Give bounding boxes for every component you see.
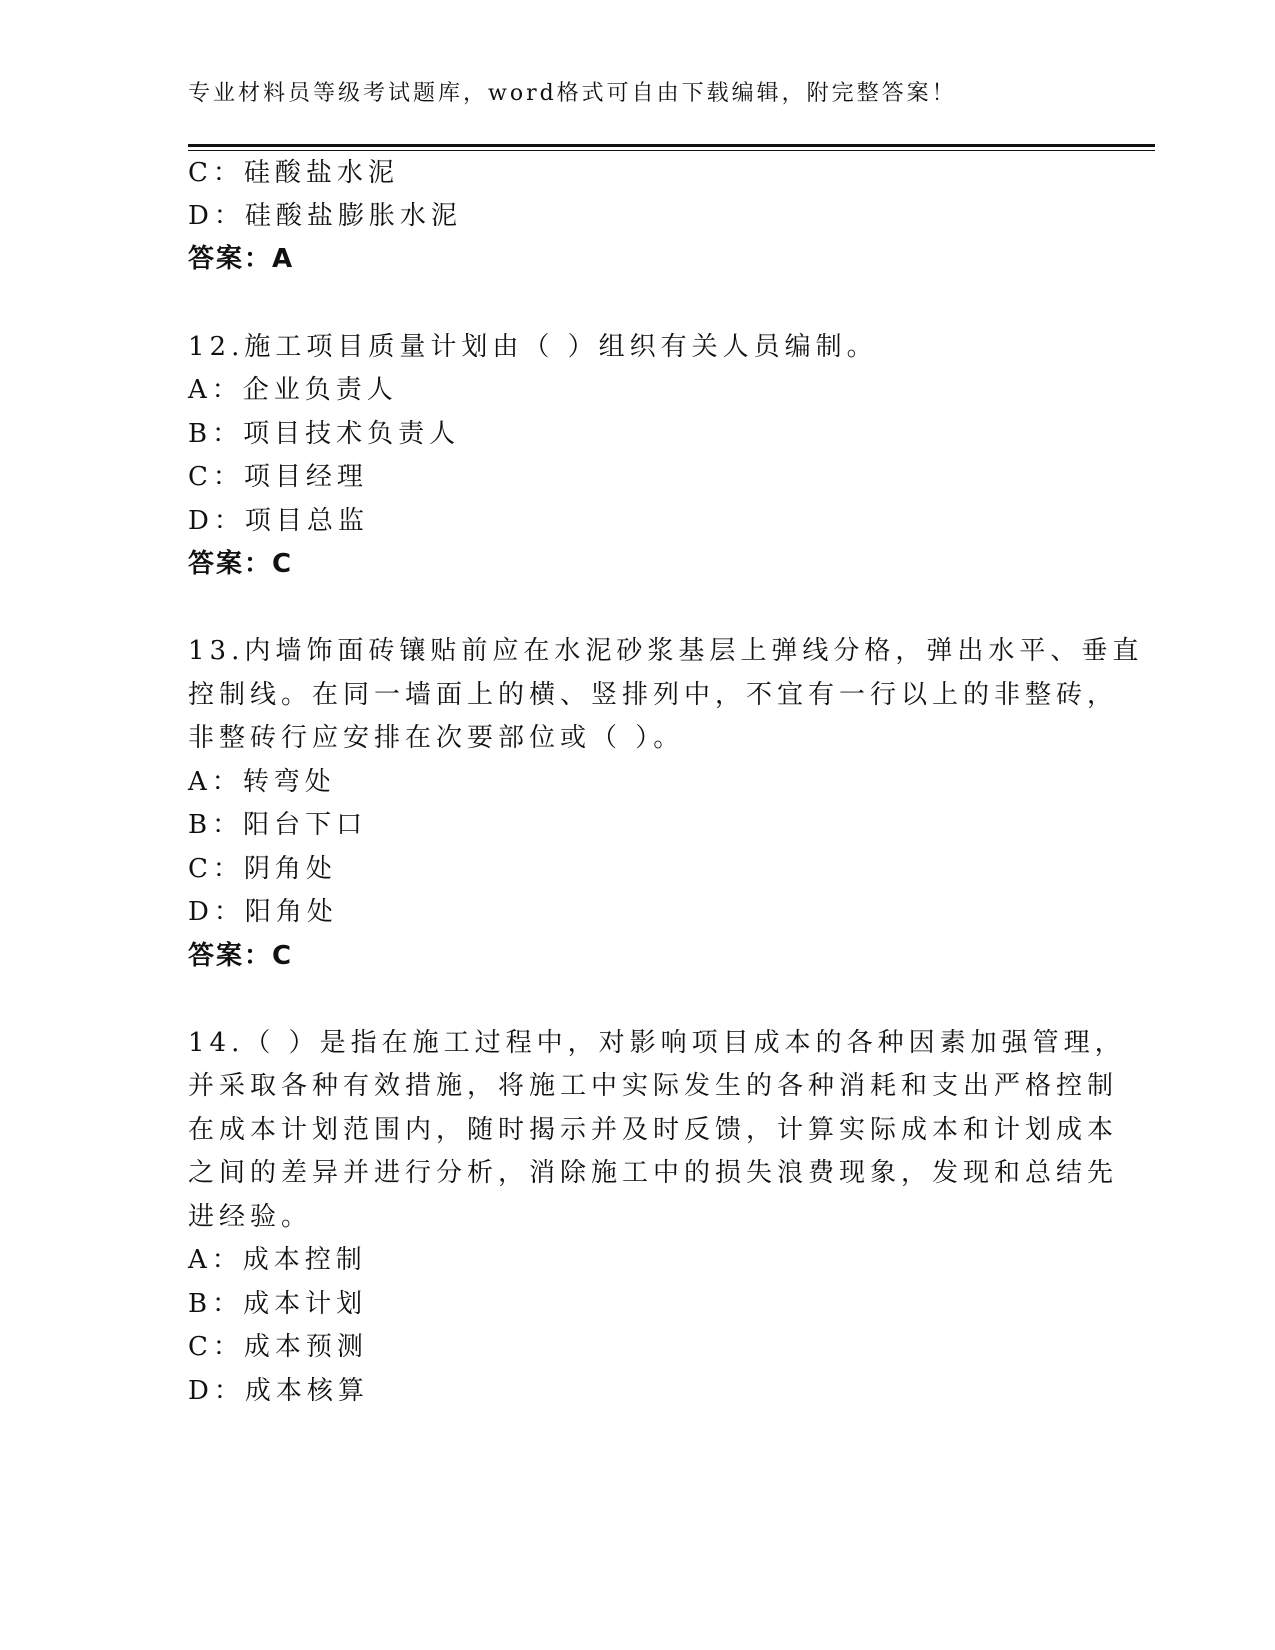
q12-answer: 答案：C	[188, 549, 294, 579]
q13-option-a: A：转弯处	[188, 767, 336, 797]
q14-stem-line-5: 进经验。	[188, 1202, 313, 1232]
q14-stem-line-2: 并采取各种有效措施，将施工中实际发生的各种消耗和支出严格控制	[188, 1071, 1119, 1101]
page-header: 专业材料员等级考试题库，word格式可自由下载编辑，附完整答案！	[188, 81, 957, 106]
q13-option-d: D：阳角处	[188, 897, 338, 927]
q14-stem-line-4: 之间的差异并进行分析，消除施工中的损失浪费现象，发现和总结先	[188, 1158, 1119, 1188]
q13-stem-line-2: 控制线。在同一墙面上的横、竖排列中，不宜有一行以上的非整砖，	[188, 680, 1119, 710]
q13-answer: 答案：C	[188, 941, 294, 971]
q13-option-c: C：阴角处	[188, 854, 337, 884]
q13-option-b: B：阳台下口	[188, 810, 368, 840]
header-rule-thin	[188, 150, 1155, 151]
q11-option-c: C：硅酸盐水泥	[188, 158, 399, 188]
q14-stem-line-1: 14.（ ）是指在施工过程中，对影响项目成本的各种因素加强管理，	[188, 1028, 1126, 1058]
q12-option-a: A：企业负责人	[188, 375, 398, 405]
q14-option-d: D：成本核算	[188, 1376, 369, 1406]
q13-stem-line-1: 13.内墙饰面砖镶贴前应在水泥砂浆基层上弹线分格，弹出水平、垂直	[188, 636, 1144, 666]
q14-stem-line-3: 在成本计划范围内，随时揭示并及时反馈，计算实际成本和计划成本	[188, 1115, 1119, 1145]
q11-option-d: D：硅酸盐膨胀水泥	[188, 201, 462, 231]
q14-option-a: A：成本控制	[188, 1245, 367, 1275]
q12-stem: 12.施工项目质量计划由（ ）组织有关人员编制。	[188, 332, 878, 362]
q12-option-d: D：项目总监	[188, 506, 369, 536]
q11-answer: 答案：A	[188, 244, 295, 274]
header-rule-thick	[188, 144, 1155, 147]
q12-option-c: C：项目经理	[188, 462, 368, 492]
q14-option-b: B：成本计划	[188, 1289, 368, 1319]
q12-option-b: B：项目技术负责人	[188, 419, 461, 449]
q13-stem-line-3: 非整砖行应安排在次要部位或（ ）。	[188, 723, 685, 753]
q14-option-c: C：成本预测	[188, 1332, 368, 1362]
